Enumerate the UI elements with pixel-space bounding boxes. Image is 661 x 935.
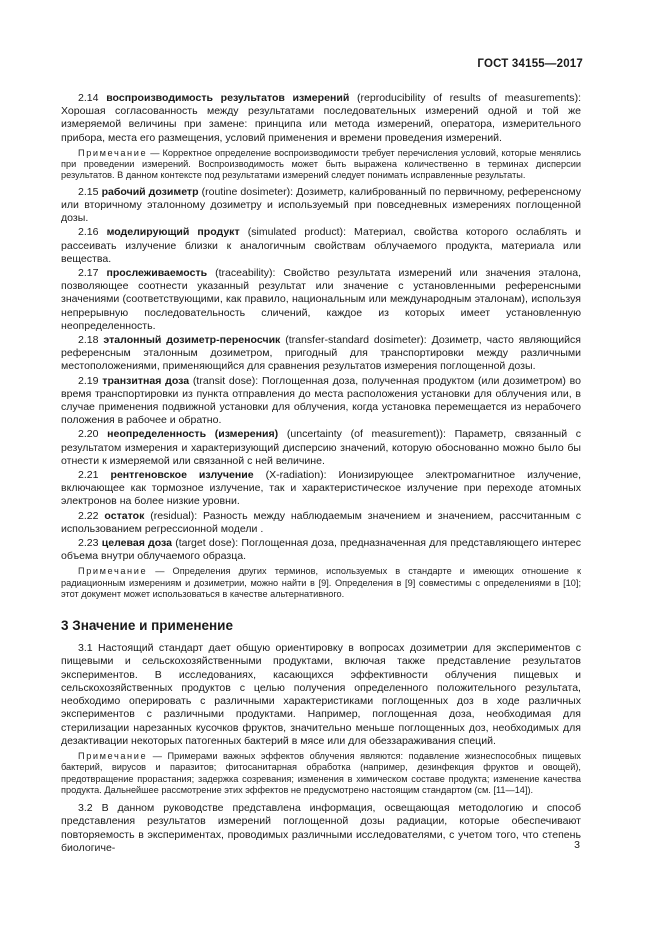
page-number: 3 <box>574 839 580 851</box>
term-2-15: 2.15 рабочий дозиметр (routine dosimeter): Дозиметр, калиброванный по первичному, референсному или вторичному эталонному дозиметру и используемый при повседневных измерениях поглощенной дозы. <box>61 185 581 225</box>
note-3-1: Примечание — Примерами важных эффектов облучения являются: подавление жизнеспособных пищевых бактерий, вирусов и паразитов; фитосанитарная обработка (например, дезинфекция фруктов и овощей), предотвращение прорастания; задержка созревания; изменения в химическом составе продукта; изменение качества продукта. Дальнейшее рассмотрение этих эффектов не предусмотрено настоящим стандартом (см. [11—14]). <box>61 750 581 795</box>
section-3-title: 3 Значение и применение <box>61 618 233 634</box>
term-2-19: 2.19 транзитная доза (transit dose): Поглощенная доза, полученная продуктом (или дозиметром) во время транспортировки из пункта отправления до места расположения установки для облучения или, в случае применения подвижной установки для облучения, когда установка перемещается из нерабочего положения в рабочее и обратно. <box>61 374 582 427</box>
term-2-22: 2.22 остаток (residual): Разность между наблюдаемым значением и значением, рассчитанным с использованием регрессионной модели . <box>61 509 581 535</box>
term-2-20: 2.20 неопределенность (измерения) (uncertainty (of measurement)): Параметр, связанный с результатом измерения и характеризующий дисперсию значений, которую обоснованно можно было бы отнести к измеряемой или связанной с ней величине. <box>61 428 581 467</box>
standard-code: ГОСТ 34155—2017 <box>477 58 583 70</box>
term-2-23: 2.23 целевая доза (target dose): Поглощенная доза, предназначенная для представляющего интерес объема внутри облучаемого образца. <box>61 536 582 563</box>
term-2-18: 2.18 эталонный дозиметр-переносчик (transfer-standard dosimeter): Дозиметр, часто являющийся референсным эталонным дозиметром, пригодный для транспортировки между различными местоположениями, применяющийся для сравнения результатов измерения поглощенной дозы. <box>61 333 581 373</box>
page-content <box>61 92 581 855</box>
term-2-17: 2.17 прослеживаемость (traceability): Свойство результата измерений или значения эталона, позволяющее соотнести указанный результат или значение с установленными референсными значениями (соответствующими, как правило, национальным или международным эталонам), используя непрерывную последовательность сличений, каждое из которых имеет установленную неопределенность. <box>61 266 582 332</box>
term-2-14: 2.14 воспроизводимость результатов измерений (reproducibility of results of measurements): Хорошая согласованность между результатами последовательных измерений одной и той же измеряемой величины при замене: принципа или метода измерений, оператора, измерительного прибора, места его размещения, условий применения и времени проведения измерений. <box>61 92 582 144</box>
paragraph-3-2: 3.2 В данном руководстве представлена информация, освещающая методологию и способ представления результатов измерений поглощенной дозы радиации, которые обеспечивают повторяемость в экспериментах, проводимых различными исследователями, с учетом того, что степень биологиче- <box>61 802 581 854</box>
term-2-21: 2.21 рентгеновское излучение (X-radiation): Ионизирующее электромагнитное излучение, включающее как тормозное излучение, так и характеристическое излучение при переходе атомных электронов на более низкие уровни. <box>61 468 582 508</box>
paragraph-3-1: 3.1 Настоящий стандарт дает общую ориентировку в вопросах дозиметрии для экспериментов с пищевыми и сельскохозяйственными продуктами, включая также представление результатов экспериментов. В исследованиях, касающихся эффективности облучения пищевых и сельскохозяйственных продуктов с целью получения определенного положительного результата, необходимо оперировать с различными характеристиками поглощенных доз в ходе различных экспериментов с различными продуктами. Например, поглощенная доза, необходимая для стерилизации нарезанных кусочков фруктов, значительно меньше поглощенных доз, необходимых для дезактивации некоторых патогенных бактерий в мясе или для обеззараживания специй. <box>61 642 581 747</box>
note-2-14: Примечание — Корректное определение воспроизводимости требует перечисления условий, которые менялись при проведении измерений. Воспроизводимость может быть выражена количественно в терминах дисперсии результатов. В данном контексте под результатами измерений следует понимать исправленные результаты. <box>61 147 581 181</box>
term-2-16: 2.16 моделирующий продукт (simulated product): Материал, свойства которого ослаблять и рассеивать излучение близки к аналогичным свойствам облучаемого продукта, материала или вещества. <box>61 226 581 265</box>
note-2-23: Примечание — Определения других терминов, используемых в стандарте и имеющих отношение к радиационным измерениям и дозиметрии, можно найти в [9]. Определения в [9] совместимы с определениями в [10]; этот документ может использоваться в качестве альтернативного. <box>61 566 581 599</box>
